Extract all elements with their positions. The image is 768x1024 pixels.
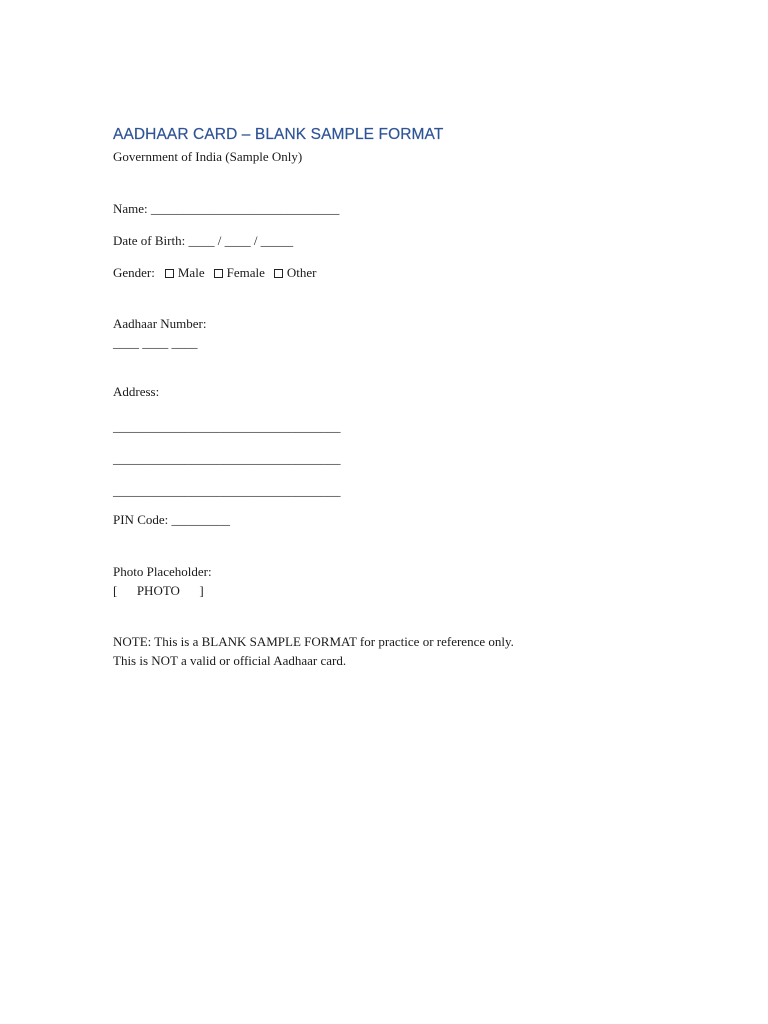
name-field: Name: _____________________________ xyxy=(113,201,340,216)
page-title: AADHAAR CARD – BLANK SAMPLE FORMAT xyxy=(113,126,444,143)
address-label: Address: xyxy=(113,384,160,399)
photo-placeholder-label: Photo Placeholder: xyxy=(113,564,212,579)
aadhaar-number-label: Aadhaar Number: xyxy=(113,316,207,331)
note-line: NOTE: This is a BLANK SAMPLE FORMAT for practice or reference only. xyxy=(113,634,514,649)
address-line: ___________________________________ xyxy=(113,419,341,434)
gender-option-female: Female xyxy=(226,265,265,280)
pin-code-field: PIN Code: _________ xyxy=(113,512,230,527)
address-line: ___________________________________ xyxy=(113,483,341,498)
gender-label: Gender: xyxy=(113,265,155,280)
date-of-birth-field: Date of Birth: ____ / ____ / _____ xyxy=(113,233,294,248)
subtitle: Government of India (Sample Only) xyxy=(113,149,303,164)
note-line: This is NOT a valid or official Aadhaar card. xyxy=(113,653,347,668)
checkbox-icon xyxy=(214,269,223,278)
gender-field xyxy=(113,263,673,282)
gender-option-male: Male xyxy=(177,265,205,280)
gender-option-other: Other xyxy=(286,265,317,280)
checkbox-icon xyxy=(274,269,283,278)
checkbox-icon xyxy=(165,269,174,278)
photo-placeholder: [ PHOTO ] xyxy=(113,583,204,598)
aadhaar-number-blanks: ____ ____ ____ xyxy=(113,335,198,350)
form-content xyxy=(113,124,673,670)
address-line: ___________________________________ xyxy=(113,451,341,466)
